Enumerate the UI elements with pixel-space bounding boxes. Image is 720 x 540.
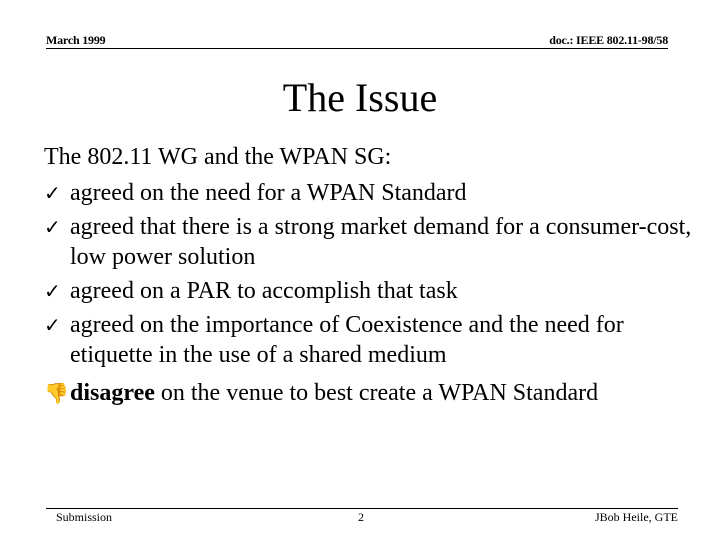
checkmark-icon: ✓ (44, 313, 61, 337)
bullet-item (44, 378, 704, 408)
bullet-text: on the venue to best create a WPAN Standard (154, 380, 599, 406)
bullet-text: agreed that there is a strong market demand for a consumer-cost, low power solution (70, 214, 692, 270)
bullet-item (44, 178, 704, 208)
slide-title: The Issue (282, 75, 438, 120)
bullet-text: agreed on a PAR to accomplish that task (70, 278, 458, 304)
header-doc-id: doc.: IEEE 802.11-98/58 (549, 33, 668, 47)
slide-intro: The 802.11 WG and the WPAN SG: (44, 144, 392, 170)
header-divider (46, 48, 668, 49)
bullet-item (44, 276, 704, 306)
bullet-item (44, 212, 704, 272)
header-date: March 1999 (46, 33, 106, 47)
footer-submission: Submission (56, 510, 113, 524)
bullet-strong-text: disagree (70, 380, 155, 406)
slide-body (44, 140, 704, 408)
bullet-text: agreed on the importance of Coexistence and the need for etiquette in the use of a shared medium (70, 312, 624, 368)
page-number: 2 (358, 510, 364, 524)
footer-author: JBob Heile, GTE (595, 510, 678, 524)
checkmark-icon: ✓ (44, 215, 61, 239)
checkmark-icon: ✓ (44, 279, 61, 303)
thumbs-down-icon: 👎 (44, 381, 69, 405)
bullet-item (44, 310, 704, 370)
bullet-text: agreed on the need for a WPAN Standard (70, 180, 467, 206)
footer-divider (46, 508, 678, 509)
checkmark-icon: ✓ (44, 181, 61, 205)
